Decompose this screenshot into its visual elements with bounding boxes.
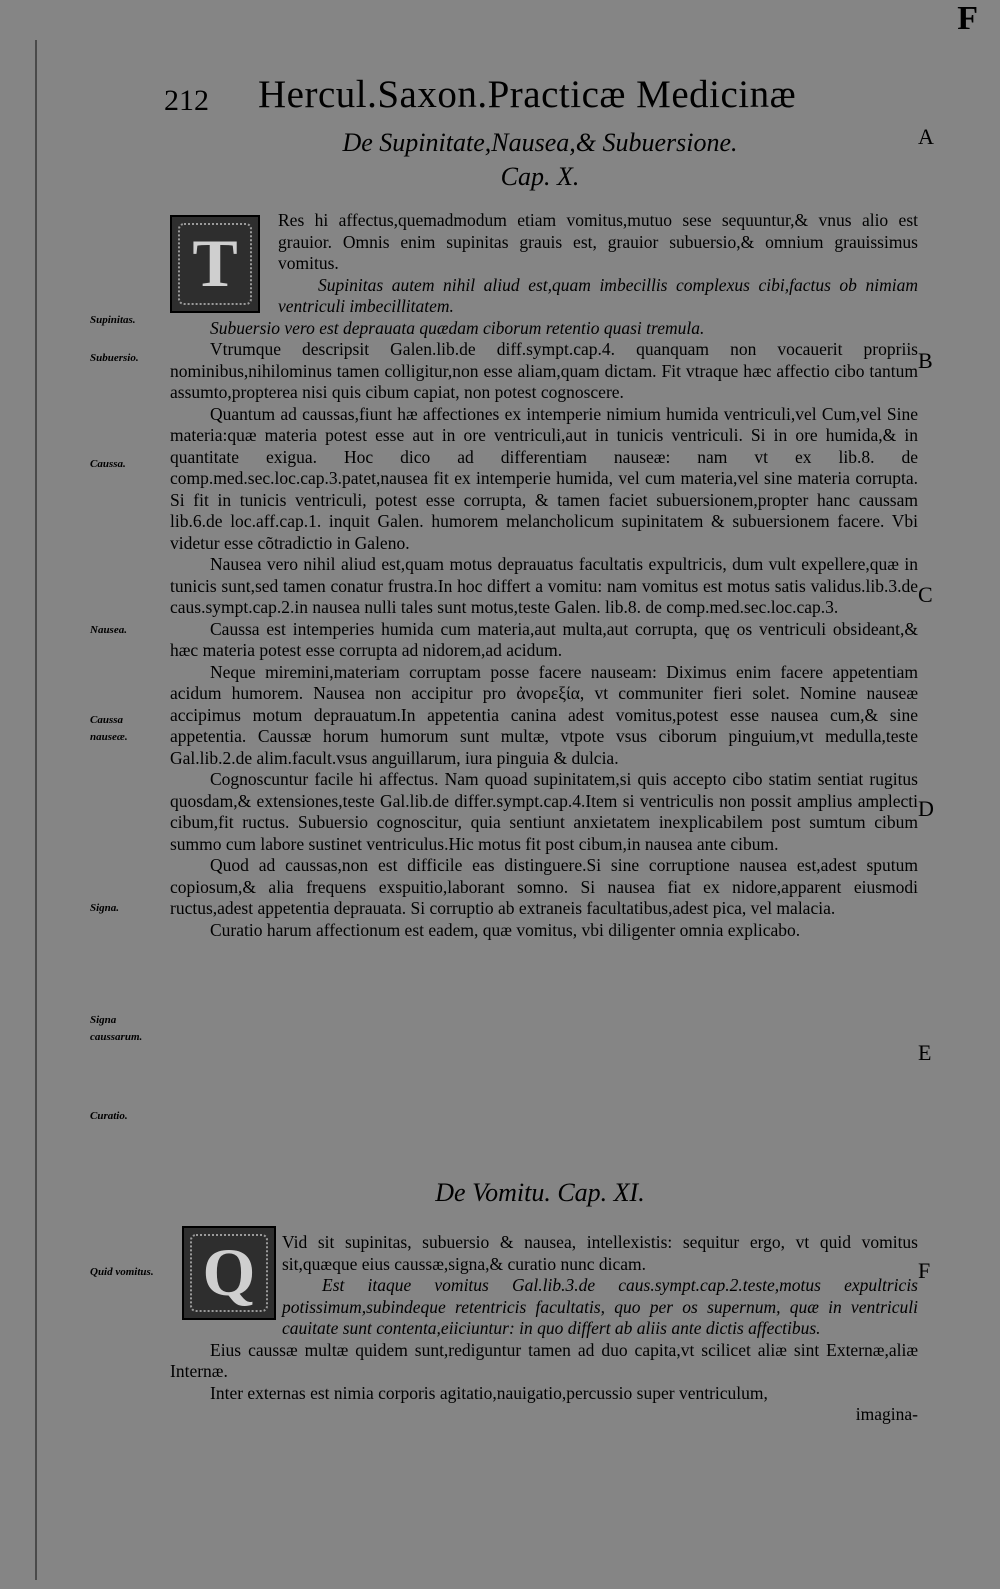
chapter-x-body <box>170 210 918 941</box>
section-letter-e: E <box>918 1040 932 1065</box>
chapter-x-title: De Supinitate,Nausea,& Subuersione. <box>342 128 738 157</box>
margin-note-signa: Signa. <box>90 902 120 914</box>
page-gutter-line <box>35 40 37 1580</box>
paragraph: Neque miremini,materiam corruptam posse facere nauseam: Diximus enim facere appetentiam acidum humorem. Nausea non accipitur pro ἀνορεξία, vt communiter fieri solet. Nomine nauseæ accipimus motum deprauatum.In appetentia canina adest vomitus,potest esse nausea cum,& sine appetentia. Caussæ horum humorum sunt multæ, vtpote vsus ciborum pinguium,vt medulla,teste Gal.lib.2.de alim.facult.vsus anguillarum, iura pinguia & dulcia. <box>170 661 918 768</box>
chapter-xi-body <box>170 1232 918 1426</box>
margin-note-supinitas: Supinitas. <box>90 314 136 326</box>
margin-note-nausea: Nausea. <box>90 624 127 636</box>
paragraph: Subuersio vero est deprauata quædam ciborum retentio quasi tremula. <box>210 317 705 338</box>
page-number: 212 <box>164 84 209 117</box>
margin-note-curatio: Curatio. <box>90 1110 128 1122</box>
paragraph: Quod ad caussas,non est difficile eas distinguere.Si sine corruptione nausea est,adest sputum copiosum,& alia frequens exspuitio,laborant somno. Si nausea fiat ex nidore,apparent eiusmodi ructus,adest appetentia deprauata. Si corruptio ab extraneis facultatibus,adest pica, vel malacia. <box>170 855 918 918</box>
drop-cap-letter: T <box>192 225 238 301</box>
section-letter-b: B <box>918 348 933 373</box>
margin-note-quid-vomitus: Quid vomitus. <box>90 1266 154 1278</box>
paragraph: Supinitas autem nihil aliud est,quam imbecillis complexus cibi,factus ob nimiam ventriculi imbecillitatem. <box>278 274 918 316</box>
chapter-xi-title: De Vomitu. Cap. XI. <box>435 1178 645 1207</box>
margin-note-caussa-nauseae: Caussa nauseæ. <box>90 714 128 743</box>
section-letter-c: C <box>918 582 933 607</box>
paragraph: Eius caussæ multæ quidem sunt,rediguntur tamen ad duo capita,vt scilicet aliæ sint Externæ,aliæ Internæ. <box>170 1339 918 1381</box>
paragraph: Nausea vero nihil aliud est,quam motus deprauatus facultatis expultricis, dum vult expellere,quæ in tunicis sunt,sed tamen conatur frustra.In hoc differt a vomitu: nam vomitus est motus satis validus.lib.3.de caus.sympt.cap.2.in nausea nulli tales sunt motus,teste Galen. lib.8. de comp.med.sec.loc.cap.3. <box>170 554 918 617</box>
paragraph: Caussa est intemperies humida cum materia,aut multa,aut corrupta, quę os ventriculi obsideant,& hæc materia potest esse corrupta ad nidorem,ad acidum. <box>170 618 918 660</box>
paragraph: Curatio harum affectionum est eadem, quæ vomitus, vbi diligenter omnia explicabo. <box>210 919 801 940</box>
section-letter-d: D <box>918 796 934 821</box>
paragraph: Quantum ad caussas,fiunt hæ affectiones ex intemperie nimium humida ventriculi,vel Cum,vel Sine materia:quæ materia potest esse aut in ore ventriculi,aut in tunicis ventriculi. Si in ore humida,& in quantitate exigua. Hoc dico ad differentiam nauseæ: nam vt ex lib.8. de comp.med.sec.loc.cap.3.patet,nausea fit ex intemperie humida, vel cum materia,vel sine materia corrupta. Si fit in tunicis ventriculi, potest esse corrupta, & tamen faciet subuersionem,propter hanc caussam lib.6.de loc.aff.cap.1. inquit Galen. humorem melancholicum supinitatem & subuersionem facere. Vbi videtur esse cõtradictio in Galeno. <box>170 403 918 553</box>
running-title: Hercul.Saxon.Practicæ Medicinæ <box>258 73 797 116</box>
margin-note-signa-caussarum: Signa caussarum. <box>90 1014 143 1043</box>
margin-note-subuersio: Subuersio. <box>90 352 139 364</box>
paragraph: Cognoscuntur facile hi affectus. Nam quoad supinitatem,si quis accepto cibo statim sentiat rugitus quosdam,& extensiones,teste Gal.lib.de differ.sympt.cap.4.Item si ventriculis non possit amplius amplecti cibum,fit ructus. Subuersio cognoscitur, quia sentiunt anxietatem inexplicabilem post sumtum cibum summo cum labore sustinet ventriculus.Hic motus fit post cibum,in nausea ante cibum. <box>170 769 918 854</box>
corner-mark: F <box>957 0 978 37</box>
paragraph: Vid sit supinitas, subuersio & nausea, intellexistis: sequitur ergo, vt quid vomitus sit,quæque eius caussæ,signa,& curatio nunc dicam. <box>282 1232 918 1274</box>
paragraph: Inter externas est nimia corporis agitatio,nauigatio,percussio super ventriculum, <box>210 1382 768 1403</box>
paragraph: Est itaque vomitus Gal.lib.3.de caus.sympt.cap.2.teste,motus expultricis potissimum,subindeque retentricis facultatis, quo per os supernum, quæ in ventriculi cauitate sunt contenta,eiiciuntur: in quo differt ab aliis ante dictis affectibus. <box>282 1275 918 1338</box>
section-letter-f: F <box>918 1258 931 1283</box>
section-letter-a: A <box>918 124 934 149</box>
drop-cap-letter: Q <box>202 1234 256 1310</box>
margin-note-caussa: Caussa. <box>90 458 126 470</box>
paragraph: Res hi affectus,quemadmodum etiam vomitus,mutuo sese sequuntur,& vnus alio est grauior. Omnis enim supinitas grauis est, grauior subuersio,& omnium grauissimus vomitus. <box>278 210 918 273</box>
chapter-x-subtitle: Cap. X. <box>500 162 580 191</box>
page-header <box>160 72 920 122</box>
catchword: imagina- <box>855 1404 918 1424</box>
paragraph: Vtrumque descripsit Galen.lib.de diff.sympt.cap.4. quanquam non vocauerit propriis nominibus,nihilominus tamen colligitur,non esse aliam,quam dictam. Fit vtraque hæc affectio cibo tantum assumto,propterea nisi quis cibum capiat, non potest cognoscere. <box>170 339 918 402</box>
